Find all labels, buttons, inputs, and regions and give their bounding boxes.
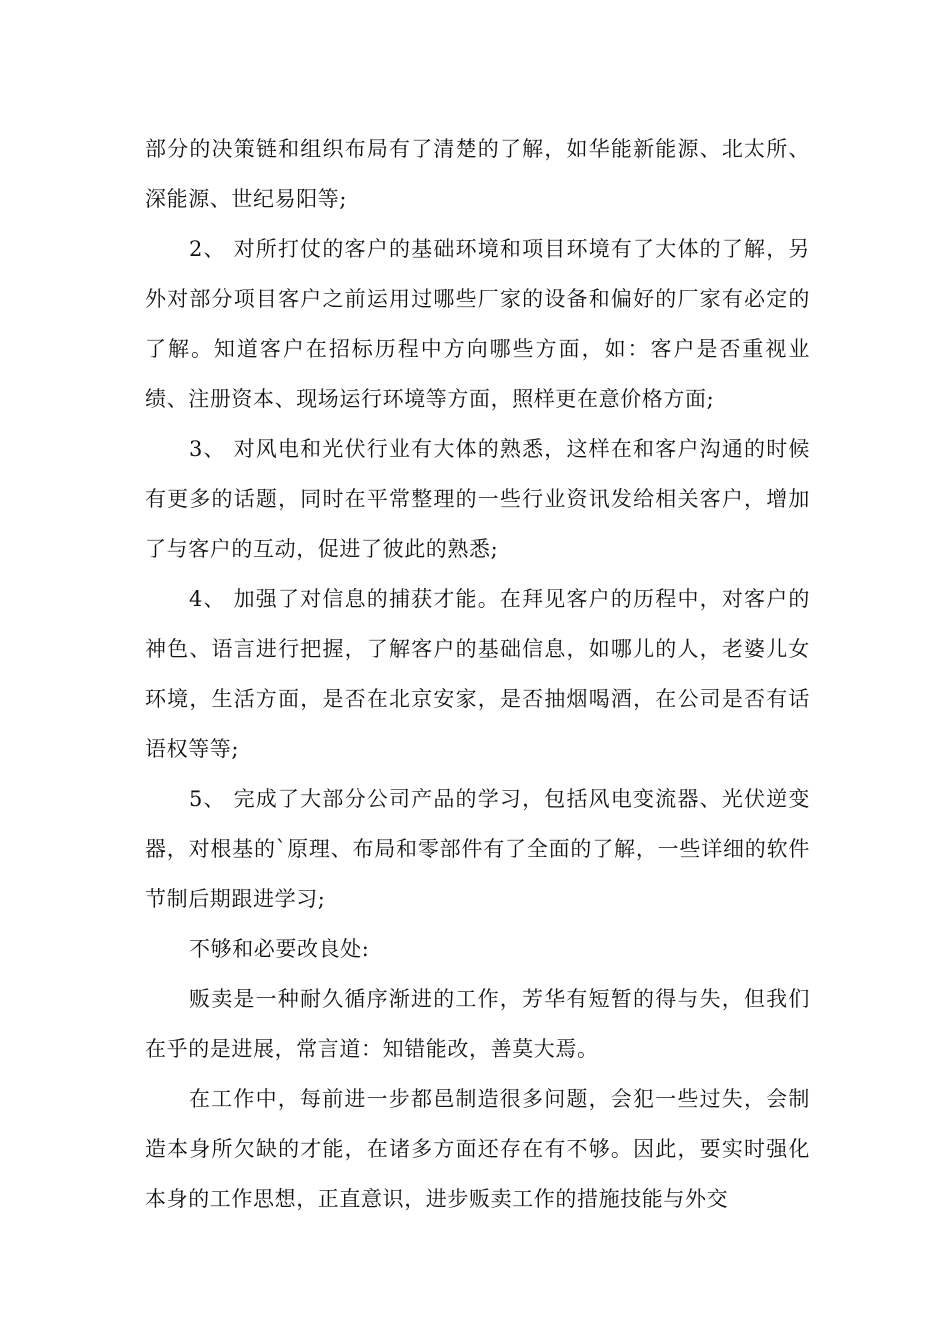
paragraph-item-2: 2、 对所打仗的客户的基础环境和项目环境有了大体的了解，另外对部分项目客户之前运用过哪些厂家的设备和偏好的厂家有必定的了解。知道客户在招标历程中方向哪些方面，如：客户是否重视业绩、注册资本、现场运行环境等方面，照样更在意价格方面; [145,237,810,411]
section-heading-shortcomings: 不够和必要改良处: [189,937,370,961]
paragraph-work-improvement: 在工作中，每前进一步都邑制造很多问题，会犯一些过失，会制造本身所欠缺的才能，在诸多方面还存在有不够。因此，要实时强化本身的工作思想，正直意识，进步贩卖工作的措施技能与外交 [145,1087,810,1211]
paragraph-item-5: 5、 完成了大部分公司产品的学习，包括风电变流器、光伏逆变器，对根基的`原理、布局和零部件有了全面的了解，一些详细的软件节制后期跟进学习; [145,787,810,911]
paragraph-sales-progress: 贩卖是一种耐久循序渐进的工作，芳华有短暂的得与失，但我们在乎的是进展，常言道：知错能改，善莫大焉。 [145,987,810,1061]
paragraph-continuation: 部分的决策链和组织布局有了清楚的了解，如华能新能源、北太所、深能源、世纪易阳等; [145,137,810,211]
paragraph-item-4: 4、 加强了对信息的捕获才能。在拜见客户的历程中，对客户的神色、语言进行把握，了解客户的基础信息，如哪儿的人，老婆儿女环境，生活方面，是否在北京安家，是否抽烟喝酒，在公司是否有话语权等等; [145,587,810,761]
document-body [145,124,810,1224]
paragraph-item-3: 3、 对风电和光伏行业有大体的熟悉，这样在和客户沟通的时候有更多的话题，同时在平常整理的一些行业资讯发给相关客户，增加了与客户的互动，促进了彼此的熟悉; [145,437,810,561]
